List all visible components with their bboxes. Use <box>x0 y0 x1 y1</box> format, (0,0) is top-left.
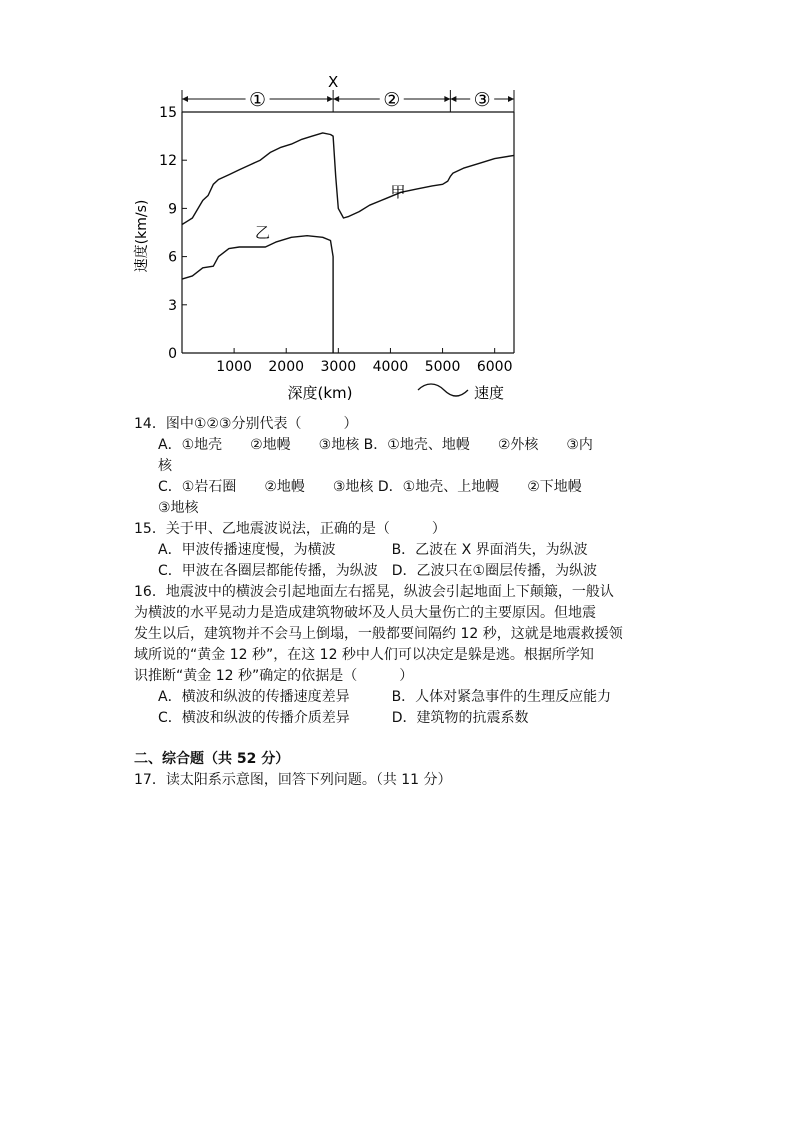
arrowhead-right-icon <box>444 96 450 102</box>
series-label: 乙 <box>254 223 270 242</box>
x-tick-label: 5000 <box>424 359 461 375</box>
y-tick-label: 12 <box>159 153 177 170</box>
q15-options-cd: C．甲波在各圈层都能传播，为纵波 D．乙波只在①圈层传播，为纵波 <box>158 563 598 579</box>
layer-label: ③ <box>473 89 491 111</box>
q16-line-2: 为横波的水平晃动力是造成建筑物破坏及人员大量伤亡的主要原因。但地震 <box>134 605 596 621</box>
layer-bar <box>182 73 514 112</box>
arrowhead-left-icon <box>182 96 188 102</box>
y-tick-label: 3 <box>168 297 177 314</box>
series-label: 甲 <box>390 183 406 202</box>
q14-options-cd: C．①岩石圈 ②地幔 ③地核 D．①地壳、上地幔 ②下地幔 <box>158 479 582 495</box>
q14-stem: 14．图中①②③分别代表（ ） <box>134 416 358 432</box>
y-tick-label: 15 <box>159 105 177 121</box>
q15-options-ab: A．甲波传播速度慢，为横波 B．乙波在 X 界面消失，为纵波 <box>158 542 588 558</box>
arrowhead-right-icon <box>327 96 333 102</box>
chart-series <box>182 133 514 353</box>
q15-stem: 15．关于甲、乙地震波说法，正确的是（ ） <box>134 521 446 537</box>
q14-options-ab: A．①地壳 ②地幔 ③地核 B．①地壳、地幔 ②外核 ③内 <box>158 437 593 453</box>
q17-stem: 17．读太阳系示意图，回答下列问题。（共 11 分） <box>134 772 452 788</box>
seismic-wave-chart <box>120 66 540 406</box>
q16-line-3: 发生以后，建筑物并不会马上倒塌，一般都要间隔约 12 秒，这就是地震救援领 <box>134 626 623 642</box>
y-tick-label: 6 <box>168 249 177 266</box>
q16-options-ab: A．横波和纵波的传播速度差异 B．人体对紧急事件的生理反应能力 <box>158 689 612 705</box>
q16-options-cd: C．横波和纵波的传播介质差异 D．建筑物的抗震系数 <box>158 710 529 726</box>
arrowhead-left-icon <box>333 96 339 102</box>
y-tick-label: 9 <box>168 201 177 218</box>
series-line-jia <box>182 133 514 225</box>
chart-axes <box>159 105 514 375</box>
x-tick-label: 6000 <box>476 359 513 375</box>
arrowhead-left-icon <box>450 96 456 102</box>
x-tick-label: 4000 <box>372 359 409 375</box>
series-line-yi <box>182 236 333 353</box>
legend-line-icon <box>418 384 468 396</box>
q16-line-4: 域所说的“黄金 12 秒”，在这 12 秒中人们可以决定是躲是逃。根据所学知 <box>134 647 594 663</box>
arrowhead-right-icon <box>508 96 514 102</box>
x-tick-label: 3000 <box>320 359 357 375</box>
q16-line-1: 16．地震波中的横波会引起地面左右摇晃，纵波会引起地面上下颠簸，一般认 <box>134 584 614 600</box>
y-tick-label: 0 <box>168 346 177 362</box>
section-2-heading: 二、综合题（共 52 分） <box>134 751 290 767</box>
layer-label: ② <box>383 89 401 111</box>
legend-label: 速度 <box>474 384 505 402</box>
q14-options-ab-wrap: 核 <box>158 458 172 474</box>
x-tick-label: 1000 <box>216 359 252 375</box>
layer-label: ① <box>249 89 267 111</box>
boundary-x-label: X <box>327 73 339 91</box>
x-axis-label: 深度(km) <box>287 384 353 402</box>
y-axis-label: 速度(km/s) <box>134 199 150 273</box>
q14-options-cd-wrap: ③地核 <box>158 500 199 516</box>
x-tick-label: 2000 <box>268 359 305 375</box>
q16-line-5: 识推断“黄金 12 秒”确定的依据是（ ） <box>134 668 414 684</box>
